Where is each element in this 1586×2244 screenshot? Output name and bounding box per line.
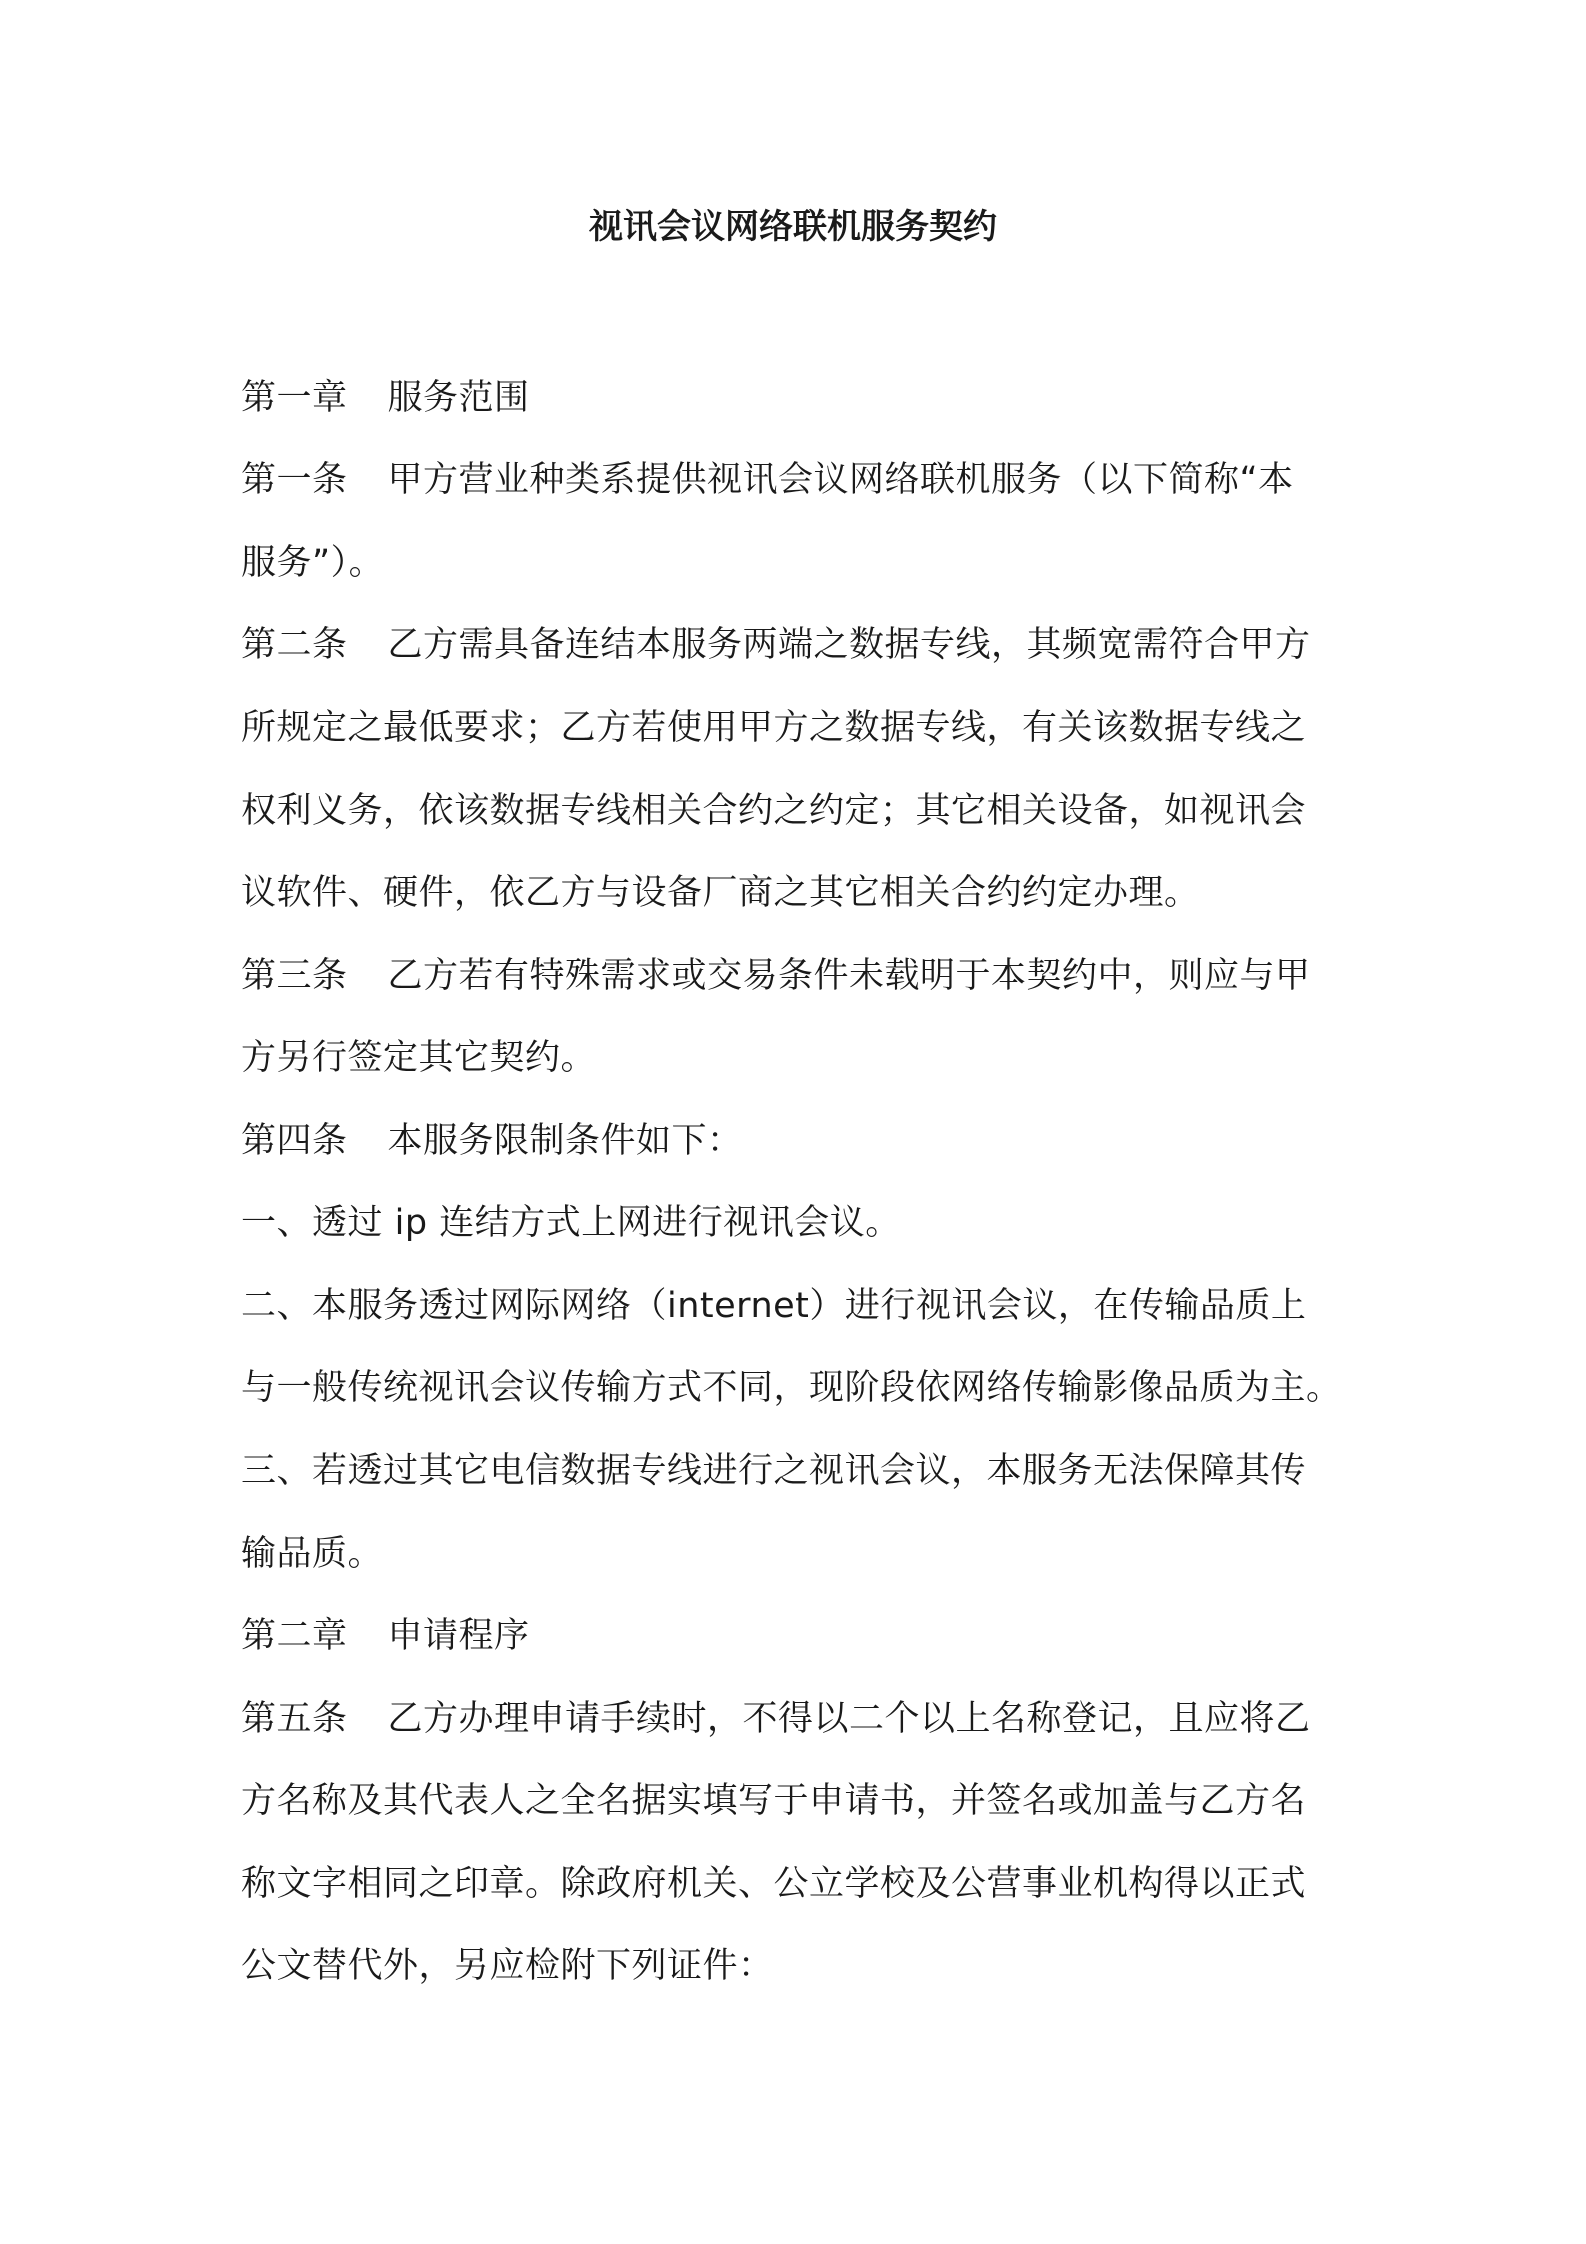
line-label: 第一章 — [241, 378, 348, 418]
line-text: 方另行签定其它契约。 — [241, 1038, 597, 1078]
article-5-line-1 — [241, 1694, 1311, 1744]
article-2-line-3 — [241, 786, 1306, 836]
article-4-item-3-line-2 — [241, 1529, 383, 1579]
line-text: 权利义务，依该数据专线相关合约之约定；其它相关设备，如视讯会 — [241, 791, 1307, 831]
article-1-line-1 — [241, 455, 1294, 505]
article-4-item-1 — [241, 1198, 901, 1248]
line-label: 第一条 — [241, 460, 348, 500]
line-text: 本服务限制条件如下： — [387, 1121, 743, 1161]
document-title: 视讯会议网络联机服务契约 — [589, 207, 997, 247]
line-label: 第五条 — [241, 1699, 348, 1739]
line-text: 称文字相同之印章。除政府机关、公立学校及公营事业机构得以正式 — [241, 1864, 1307, 1904]
article-3-line-2 — [241, 1033, 596, 1083]
article-5-line-4 — [241, 1941, 774, 1991]
line-text: 三、若透过其它电信数据专线进行之视讯会议，本服务无法保障其传 — [241, 1451, 1307, 1491]
line-text: 二、本服务透过网际网络（internet）进行视讯会议，在传输品质上 — [241, 1286, 1307, 1326]
article-2-line-1 — [241, 620, 1311, 670]
article-5-line-3 — [241, 1859, 1306, 1909]
article-4-item-3-line-1 — [241, 1446, 1306, 1496]
chapter-2-heading — [241, 1611, 530, 1661]
article-2-line-4 — [241, 868, 1200, 918]
line-text: 乙方需具备连结本服务两端之数据专线，其频宽需符合甲方 — [387, 625, 1311, 665]
line-text: 甲方营业种类系提供视讯会议网络联机服务（以下简称“本 — [387, 460, 1294, 500]
line-text: 服务”）。 — [241, 543, 385, 583]
article-5-line-2 — [241, 1776, 1306, 1826]
line-label: 第四条 — [241, 1121, 348, 1161]
line-text: 乙方办理申请手续时，不得以二个以上名称登记，且应将乙 — [387, 1699, 1311, 1739]
article-2-line-2 — [241, 703, 1306, 753]
line-label: 第三条 — [241, 956, 348, 996]
article-4-item-2-line-2 — [241, 1363, 1342, 1413]
article-4-line-1 — [241, 1116, 743, 1166]
article-1-line-2 — [241, 538, 384, 588]
line-text: 申请程序 — [387, 1616, 530, 1656]
line-text: 议软件、硬件，依乙方与设备厂商之其它相关合约约定办理。 — [241, 873, 1200, 913]
article-4-item-2-line-1 — [241, 1281, 1306, 1331]
line-text: 输品质。 — [241, 1534, 384, 1574]
line-text: 一、透过 ip 连结方式上网进行视讯会议。 — [241, 1203, 901, 1243]
line-text: 所规定之最低要求；乙方若使用甲方之数据专线，有关该数据专线之 — [241, 708, 1307, 748]
line-text: 方名称及其代表人之全名据实填写于申请书，并签名或加盖与乙方名 — [241, 1781, 1307, 1821]
line-text: 乙方若有特殊需求或交易条件未载明于本契约中，则应与甲 — [387, 956, 1311, 996]
line-label: 第二章 — [241, 1616, 348, 1656]
line-text: 与一般传统视讯会议传输方式不同，现阶段依网络传输影像品质为主。 — [241, 1368, 1342, 1408]
line-text: 公文替代外，另应检附下列证件： — [241, 1946, 774, 1986]
line-text: 服务范围 — [387, 378, 530, 418]
article-3-line-1 — [241, 951, 1311, 1001]
line-label: 第二条 — [241, 625, 348, 665]
chapter-1-heading — [241, 373, 530, 423]
